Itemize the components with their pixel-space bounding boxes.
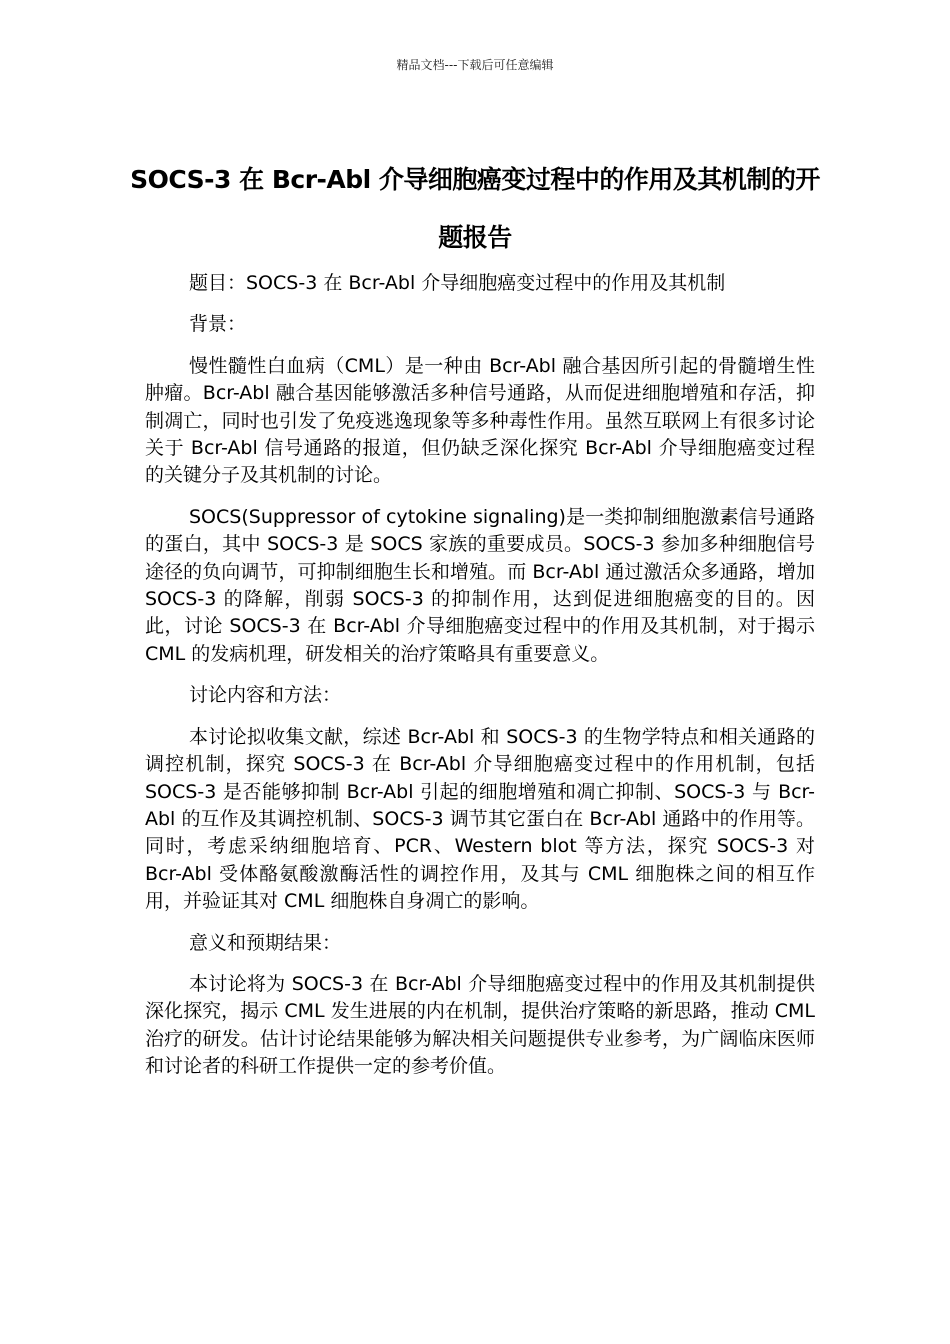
document-body	[145, 270, 815, 1095]
page-title: SOCS-3 在 Bcr-Abl 介导细胞癌变过程中的作用及其机制的开题报告	[130, 164, 820, 252]
significance-paragraph: 本讨论将为 SOCS-3 在 Bcr-Abl 介导细胞癌变过程中的作用及其机制提供深化探究，揭示 CML 发生进展的内在机制，提供治疗策略的新思路，推动 CML 治疗的研发。估计讨论结果能够为解决相关问题提供专业参考，为广阔临床医师和讨论者的科研工作提供一定的参考价值。	[145, 972, 815, 1078]
background-paragraph-2: SOCS(Suppressor of cytokine signaling)是一类抑制细胞激素信号通路的蛋白，其中 SOCS-3 是 SOCS 家族的重要成员。SOCS-3 参加多种细胞信号途径的负向调节，可抑制细胞生长和增殖。而 Bcr-Abl 通过激活众多通路，增加 SOCS-3 的降解，削弱 SOCS-3 的抑制作用，达到促进细胞癌变的目的。因此，讨论 SOCS-3 在 Bcr-Abl 介导细胞癌变过程中的作用及其机制，对于揭示 CML 的发病机理，研发相关的治疗策略具有重要意义。	[145, 505, 815, 665]
background-paragraph-1: 慢性髓性白血病（CML）是一种由 Bcr-Abl 融合基因所引起的骨髓增生性肿瘤。Bcr-Abl 融合基因能够激活多种信号通路，从而促进细胞增殖和存活，抑制凋亡，同时也引发了免疫逃逸现象等多种毒性作用。虽然互联网上有很多讨论关于 Bcr-Abl 信号通路的报道，但仍缺乏深化探究 Bcr-Abl 介导细胞癌变过程的关键分子及其机制的讨论。	[145, 354, 815, 487]
methods-paragraph: 本讨论拟收集文献，综述 Bcr-Abl 和 SOCS-3 的生物学特点和相关通路的调控机制，探究 SOCS-3 在 Bcr-Abl 介导细胞癌变过程中的作用机制，包括 SOCS-3 是否能够抑制 Bcr-Abl 引起的细胞增殖和凋亡抑制、SOCS-3 与 Bcr-Abl 的互作及其调控机制、SOCS-3 调节其它蛋白在 Bcr-Abl 通路中的作用等。同时，考虑采纳细胞培育、PCR、Western blot 等方法，探究 SOCS-3 对 Bcr-Abl 受体酪氨酸激酶活性的调控作用，及其与 CML 细胞株之间的相互作用，并验证其对 CML 细胞株自身凋亡的影响。	[145, 725, 815, 913]
background-heading: 背景：	[189, 313, 247, 336]
methods-heading: 讨论内容和方法：	[189, 684, 342, 707]
topic-line: 题目：SOCS-3 在 Bcr-Abl 介导细胞癌变过程中的作用及其机制	[189, 272, 726, 294]
significance-heading: 意义和预期结果：	[189, 931, 342, 954]
header-note: 精品文档---下载后可任意编辑	[396, 58, 554, 72]
